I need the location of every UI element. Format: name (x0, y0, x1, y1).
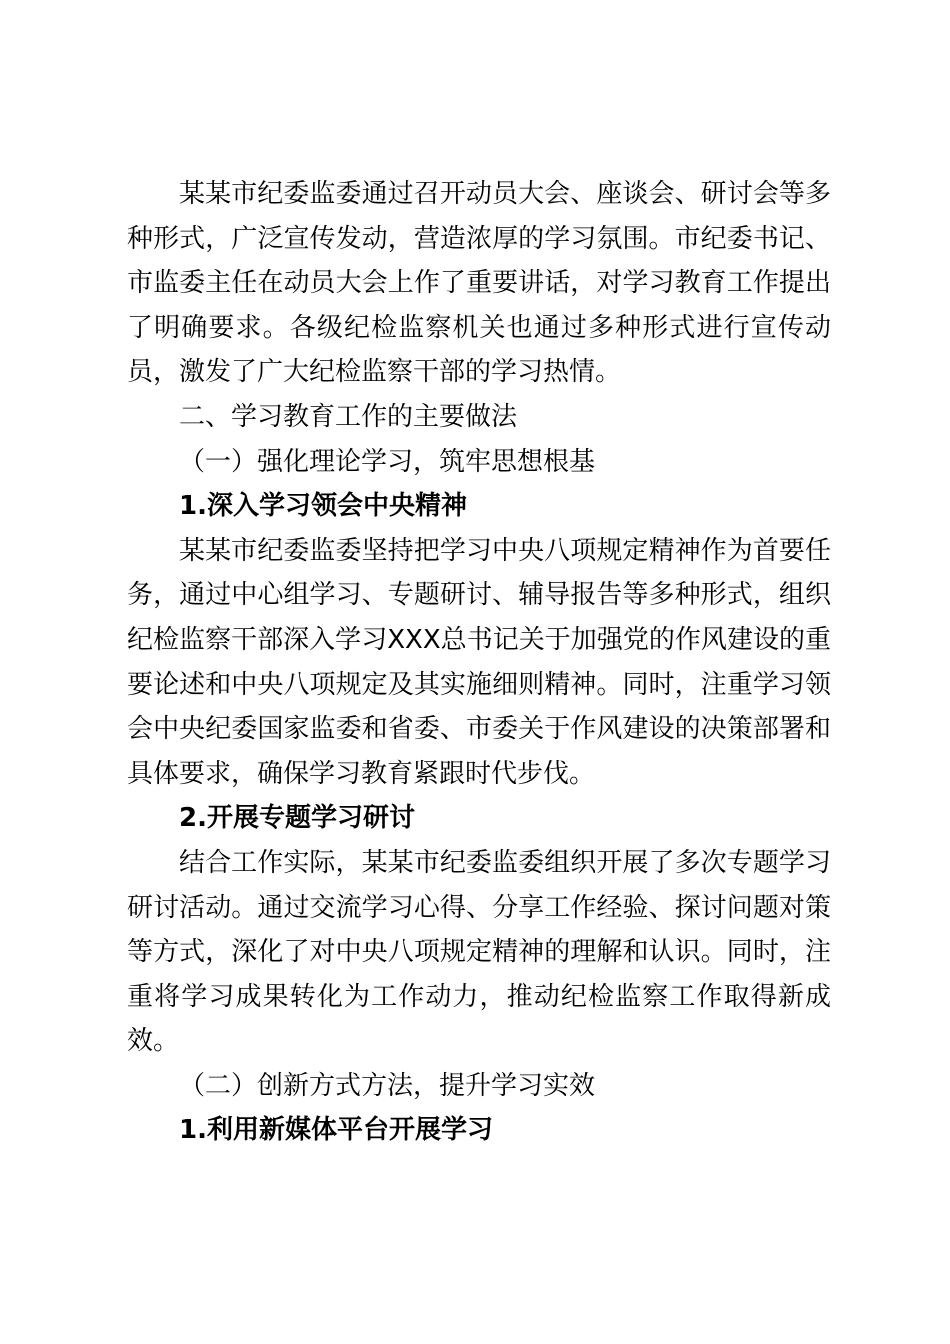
paragraph-study-central-spirit: 某某市纪委监委坚持把学习中央八项规定精神作为首要任务，通过中心组学习、专题研讨、辅导报告等多种形式，组织纪检监察干部深入学习XXX总书记关于加强党的作风建设的重要论述和中央八项规定及其实施细则精神。同时，注重学习领会中央纪委国家监委和省委、市委关于作风建设的决策部署和具体要求，确保学习教育紧跟时代步伐。 (127, 535, 831, 789)
subsection-heading-innovate-methods: （二）创新方式方法，提升学习实效 (179, 1070, 596, 1101)
item-heading-new-media: 1.利用新媒体平台开展学习 (179, 1115, 493, 1146)
item-heading-special-seminar: 2.开展专题学习研讨 (179, 803, 415, 834)
document-body (127, 172, 831, 1153)
item-heading-study-central-spirit: 1.深入学习领会中央精神 (179, 491, 467, 522)
subsection-heading-theory-study: （一）强化理论学习，筑牢思想根基 (179, 446, 596, 477)
paragraph-mobilization: 某某市纪委监委通过召开动员大会、座谈会、研讨会等多种形式，广泛宣传发动，营造浓厚的学习氛围。市纪委书记、市监委主任在动员大会上作了重要讲话，对学习教育工作提出了明确要求。各级纪检监察机关也通过多种形式进行宣传动员，激发了广大纪检监察干部的学习热情。 (127, 179, 831, 388)
section-heading-main-practices: 二、学习教育工作的主要做法 (179, 401, 518, 432)
paragraph-special-seminar: 结合工作实际，某某市纪委监委组织开展了多次专题学习研讨活动。通过交流学习心得、分享工作经验、探讨问题对策等方式，深化了对中央八项规定精神的理解和认识。同时，注重将学习成果转化为工作动力，推动纪检监察工作取得新成效。 (127, 847, 831, 1057)
